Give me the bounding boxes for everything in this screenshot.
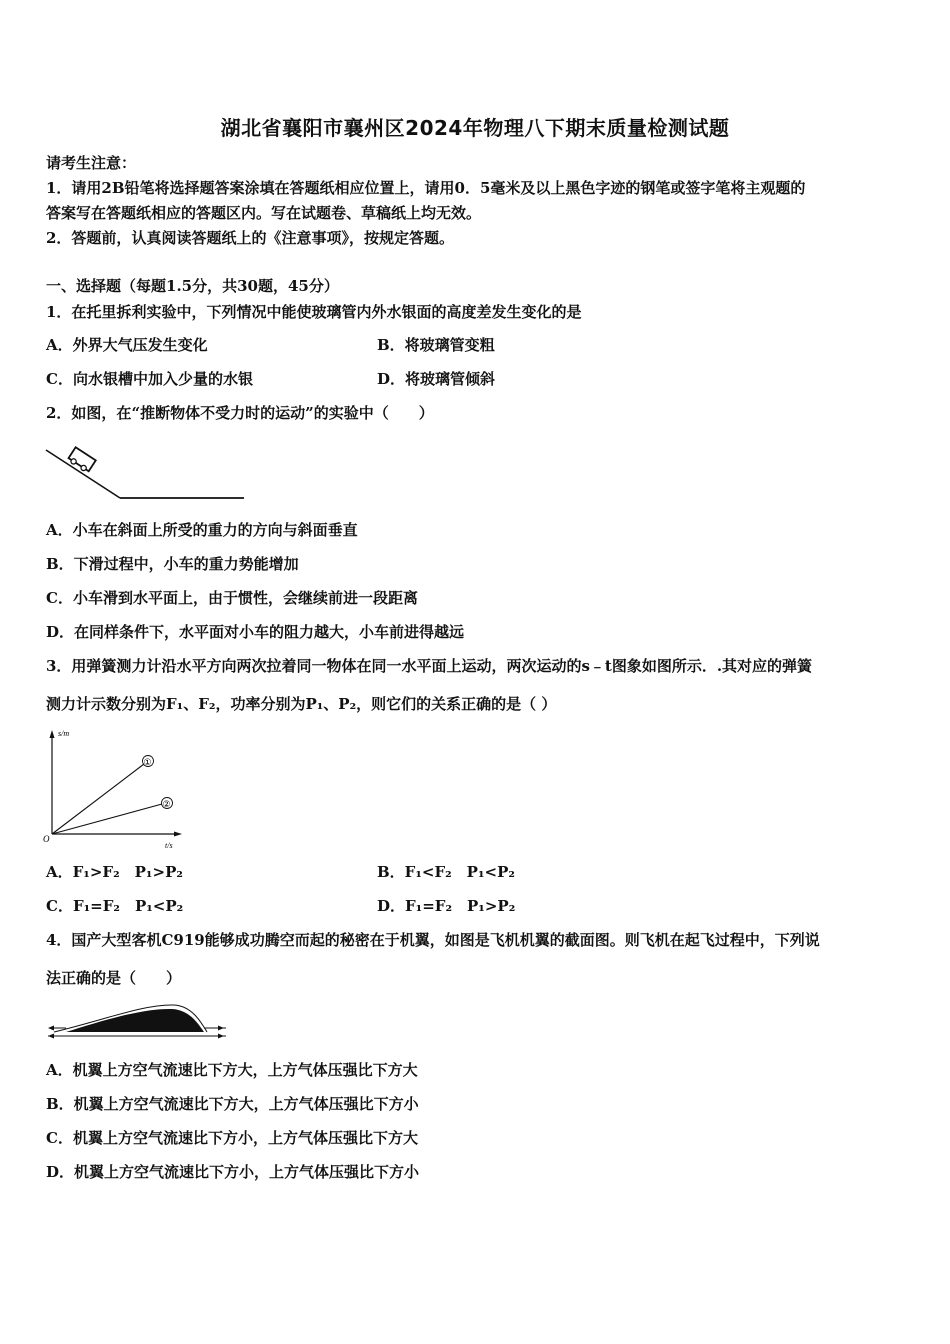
question-2-option-a: A．小车在斜面上所受的重力的方向与斜面垂直 [46,521,358,539]
question-1-option-c: C．向水银槽中加入少量的水银 [46,370,253,388]
notice-item: 1．请用2B铅笔将选择题答案涂填在答题纸相应位置上，请用0．5毫米及以上黑色字迹的钢笔或签字笔将主观题的 [46,179,806,197]
question-3-stem: 测力计示数分别为F₁、F₂，功率分别为P₁、P₂，则它们的关系正确的是（ ） [46,695,557,713]
question-4-option-d: D．机翼上方空气流速比下方小，上方气体压强比下方小 [46,1163,420,1181]
question-4-option-b: B．机翼上方空气流速比下方大，上方气体压强比下方小 [46,1095,419,1113]
question-2-option-b: B．下滑过程中，小车的重力势能增加 [46,555,299,573]
line-1-label: ① [143,758,152,768]
question-4-stem: 法正确的是（ ） [46,969,182,987]
question-1-option-b: B．将玻璃管变粗 [377,336,495,354]
question-2-stem: 2．如图，在“推断物体不受力时的运动”的实验中（ ） [46,404,434,422]
question-3-option-b: B．F₁<F₂ P₁<P₂ [377,863,515,881]
section-heading: 一、选择题（每题1.5分，共30题，45分） [46,277,339,295]
x-axis-label: t/s [165,841,173,850]
question-2-option-c: C．小车滑到水平面上，由于惯性，会继续前进一段距离 [46,589,418,607]
question-1-option-a: A．外界大气压发生变化 [46,336,208,354]
notice-item: 2．答题前，认真阅读答题纸上的《注意事项》，按规定答题。 [46,229,454,247]
question-3-option-c: C．F₁=F₂ P₁<P₂ [46,897,184,915]
notice-item: 答案写在答题纸相应的答题区内。写在试题卷、草稿纸上均无效。 [46,204,482,222]
question-1-option-d: D．将玻璃管倾斜 [377,370,496,388]
question-2-option-d: D．在同样条件下，水平面对小车的阻力越大，小车前进得越远 [46,623,465,641]
page-title: 湖北省襄阳市襄州区2024年物理八下期末质量检测试题 [220,116,730,140]
question-3-option-d: D．F₁=F₂ P₁>P₂ [377,897,516,915]
notice-heading: 请考生注意： [46,154,137,172]
wing-figure [44,1002,234,1044]
question-4-option-c: C．机翼上方空气流速比下方小，上方气体压强比下方大 [46,1129,418,1147]
question-1-stem: 1．在托里拆利实验中，下列情况中能使玻璃管内外水银面的高度差发生变化的是 [46,303,582,321]
question-4-option-a: A．机翼上方空气流速比下方大，上方气体压强比下方大 [46,1061,418,1079]
incline-figure [42,436,252,504]
origin-label: O [43,834,50,844]
y-axis-label: s/m [58,729,70,738]
question-4-stem: 4．国产大型客机C919能够成功腾空而起的秘密在于机翼，如图是飞机机翼的截面图。则飞机在起飞过程中，下列说 [46,931,820,949]
line-2-label: ② [162,800,171,810]
s-t-graph [40,726,190,852]
question-3-stem: 3．用弹簧测力计沿水平方向两次拉着同一物体在同一水平面上运动，两次运动的s﹣t图象如图所示．.其对应的弹簧 [46,657,813,675]
question-3-option-a: A．F₁>F₂ P₁>P₂ [46,863,183,881]
